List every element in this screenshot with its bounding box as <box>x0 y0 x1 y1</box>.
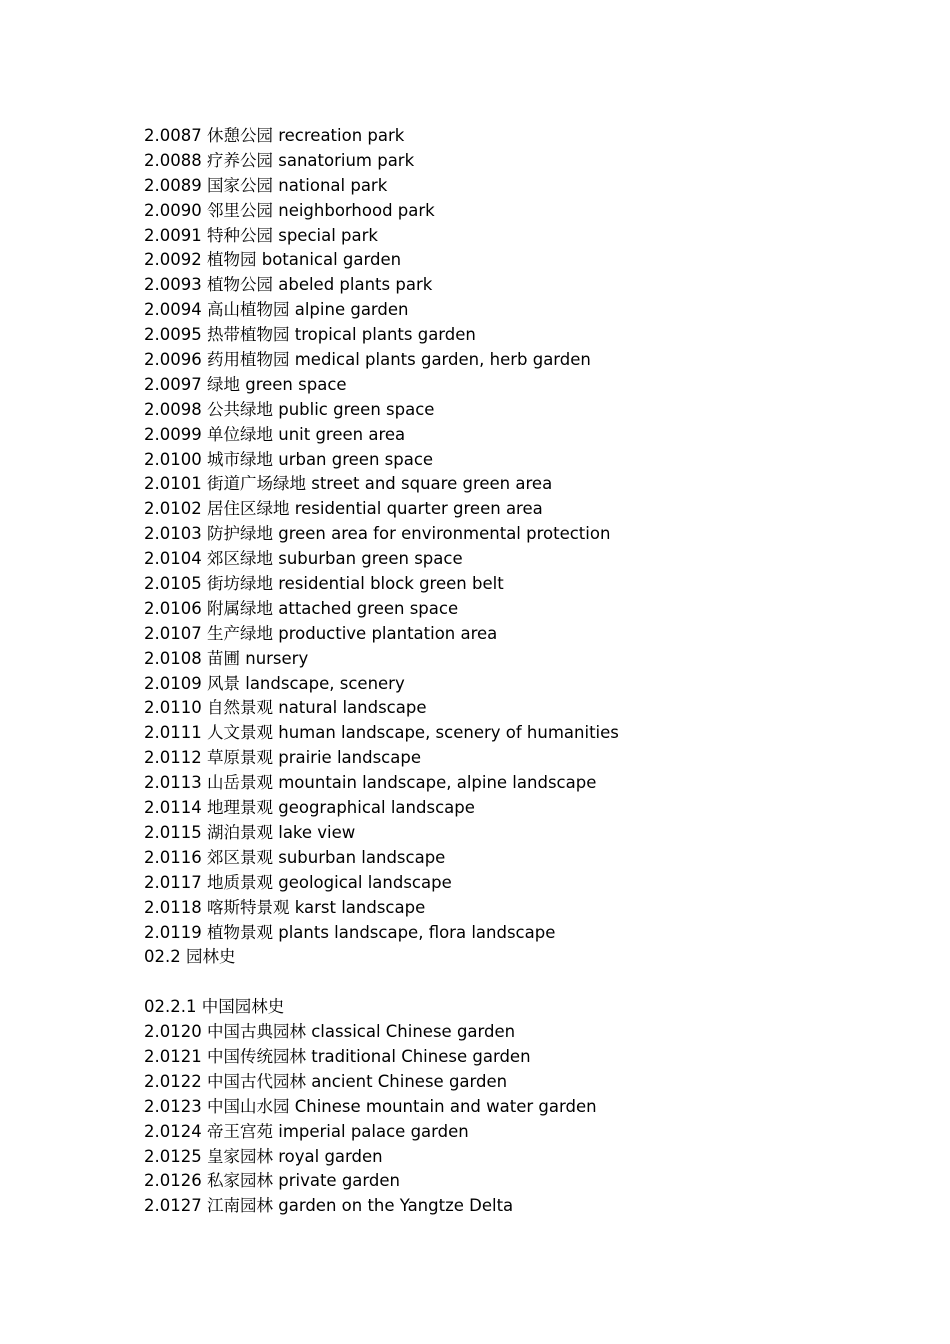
entry-chinese-term: 山岳景观 <box>206 773 273 793</box>
entry-number: 2.0125 <box>144 1146 202 1166</box>
entry-english-term: royal garden <box>278 1146 383 1166</box>
glossary-entry <box>144 696 904 721</box>
entry-english-term: botanical garden <box>261 250 402 270</box>
glossary-entry <box>144 149 904 174</box>
section-title: 园林史 <box>186 947 236 967</box>
entry-english-term: green space <box>245 374 347 394</box>
entry-number: 2.0124 <box>144 1121 202 1141</box>
entry-number: 2.0098 <box>144 399 202 419</box>
glossary-entry <box>144 124 904 149</box>
entry-english-term: recreation park <box>278 126 405 145</box>
entry-english-term: suburban green space <box>278 549 463 569</box>
section-number: 02.2 <box>144 947 181 967</box>
entry-number: 2.0126 <box>144 1171 202 1191</box>
glossary-entry <box>144 1070 904 1095</box>
glossary-entry <box>144 423 904 448</box>
entry-number: 2.0110 <box>144 698 202 718</box>
entry-english-term: productive plantation area <box>278 623 498 643</box>
entry-chinese-term: 湖泊景观 <box>206 822 273 842</box>
entry-chinese-term: 人文景观 <box>206 723 273 743</box>
glossary-entry <box>144 522 904 547</box>
entry-chinese-term: 喀斯特景观 <box>206 897 290 917</box>
entry-english-term: residential block green belt <box>278 574 504 594</box>
entry-chinese-term: 皇家园林 <box>206 1146 273 1166</box>
entry-number: 2.0091 <box>144 225 202 245</box>
glossary-entry <box>144 348 904 373</box>
subsection-title: 中国园林史 <box>201 997 285 1017</box>
entry-english-term: lake view <box>278 822 356 842</box>
entry-english-term: geographical landscape <box>278 798 475 818</box>
glossary-entry <box>144 174 904 199</box>
entry-chinese-term: 郊区绿地 <box>206 549 273 569</box>
entry-chinese-term: 植物景观 <box>206 922 273 942</box>
entry-number: 2.0095 <box>144 325 202 345</box>
entry-chinese-term: 地理景观 <box>206 798 273 818</box>
entry-chinese-term: 街坊绿地 <box>206 574 273 594</box>
entry-number: 2.0108 <box>144 648 202 668</box>
entry-chinese-term: 植物园 <box>206 250 257 270</box>
entry-chinese-term: 公共绿地 <box>206 399 273 419</box>
entry-english-term: neighborhood park <box>278 200 435 220</box>
entry-number: 2.0122 <box>144 1071 202 1091</box>
entry-chinese-term: 防护绿地 <box>206 524 273 544</box>
glossary-content <box>144 124 904 1219</box>
glossary-list-chinese-garden-history <box>144 1020 904 1219</box>
entry-chinese-term: 药用植物园 <box>206 350 290 370</box>
entry-english-term: abeled plants park <box>278 275 433 295</box>
subsection-heading <box>144 995 904 1020</box>
entry-english-term: public green space <box>278 399 435 419</box>
entry-english-term: sanatorium park <box>278 150 415 170</box>
entry-chinese-term: 草原景观 <box>206 748 273 768</box>
entry-number: 2.0089 <box>144 175 202 195</box>
entry-chinese-term: 高山植物园 <box>206 300 290 320</box>
entry-number: 2.0105 <box>144 574 202 594</box>
glossary-entry <box>144 896 904 921</box>
entry-number: 2.0119 <box>144 922 202 942</box>
entry-number: 2.0093 <box>144 275 202 295</box>
entry-english-term: unit green area <box>278 424 406 444</box>
entry-chinese-term: 中国古代园林 <box>206 1071 306 1091</box>
entry-chinese-term: 地质景观 <box>206 872 273 892</box>
entry-number: 2.0116 <box>144 847 202 867</box>
entry-number: 2.0103 <box>144 524 202 544</box>
entry-chinese-term: 疗养公园 <box>206 150 273 170</box>
entry-number: 2.0099 <box>144 424 202 444</box>
entry-english-term: urban green space <box>278 449 434 469</box>
entry-chinese-term: 江南园林 <box>206 1196 273 1216</box>
glossary-entry <box>144 721 904 746</box>
entry-number: 2.0117 <box>144 872 202 892</box>
glossary-entry <box>144 1095 904 1120</box>
glossary-entry <box>144 1169 904 1194</box>
entry-number: 2.0102 <box>144 499 202 519</box>
entry-chinese-term: 中国传统园林 <box>206 1046 306 1066</box>
entry-chinese-term: 国家公园 <box>206 175 273 195</box>
entry-english-term: special park <box>278 225 378 245</box>
entry-chinese-term: 风景 <box>206 673 240 693</box>
entry-number: 2.0106 <box>144 598 202 618</box>
entry-english-term: nursery <box>245 648 309 668</box>
entry-chinese-term: 单位绿地 <box>206 424 273 444</box>
glossary-entry <box>144 224 904 249</box>
entry-chinese-term: 中国山水园 <box>206 1096 290 1116</box>
glossary-entry <box>144 398 904 423</box>
entry-number: 2.0100 <box>144 449 202 469</box>
entry-chinese-term: 城市绿地 <box>206 449 273 469</box>
entry-number: 2.0121 <box>144 1046 202 1066</box>
glossary-entry <box>144 199 904 224</box>
entry-english-term: traditional Chinese garden <box>311 1046 531 1066</box>
glossary-entry <box>144 273 904 298</box>
entry-chinese-term: 绿地 <box>206 374 240 394</box>
entry-english-term: classical Chinese garden <box>311 1022 516 1042</box>
glossary-entry <box>144 1120 904 1145</box>
entry-english-term: national park <box>278 175 388 195</box>
glossary-list-parks-and-landscapes <box>144 124 904 945</box>
glossary-entry <box>144 547 904 572</box>
blank-line <box>144 970 904 995</box>
entry-english-term: natural landscape <box>278 698 427 718</box>
entry-english-term: medical plants garden, herb garden <box>294 350 591 370</box>
glossary-entry <box>144 921 904 946</box>
glossary-entry <box>144 1194 904 1219</box>
entry-number: 2.0096 <box>144 350 202 370</box>
entry-number: 2.0088 <box>144 150 202 170</box>
entry-english-term: Chinese mountain and water garden <box>294 1096 597 1116</box>
entry-english-term: plants landscape, flora landscape <box>278 922 556 942</box>
glossary-entry <box>144 323 904 348</box>
entry-number: 2.0115 <box>144 822 202 842</box>
entry-english-term: private garden <box>278 1171 400 1191</box>
entry-number: 2.0101 <box>144 474 202 494</box>
entry-english-term: alpine garden <box>294 300 409 320</box>
entry-number: 2.0087 <box>144 126 202 145</box>
glossary-entry <box>144 448 904 473</box>
entry-chinese-term: 中国古典园林 <box>206 1022 306 1042</box>
entry-english-term: residential quarter green area <box>294 499 543 519</box>
entry-number: 2.0127 <box>144 1196 202 1216</box>
entry-number: 2.0120 <box>144 1022 202 1042</box>
entry-number: 2.0118 <box>144 897 202 917</box>
entry-number: 2.0109 <box>144 673 202 693</box>
glossary-entry <box>144 472 904 497</box>
glossary-entry <box>144 821 904 846</box>
entry-english-term: karst landscape <box>294 897 426 917</box>
entry-number: 2.0113 <box>144 773 202 793</box>
entry-english-term: green area for environmental protection <box>278 524 611 544</box>
glossary-entry <box>144 871 904 896</box>
entry-number: 2.0094 <box>144 300 202 320</box>
entry-number: 2.0114 <box>144 798 202 818</box>
glossary-entry <box>144 846 904 871</box>
entry-number: 2.0097 <box>144 374 202 394</box>
entry-number: 2.0112 <box>144 748 202 768</box>
entry-chinese-term: 植物公园 <box>206 275 273 295</box>
glossary-entry <box>144 373 904 398</box>
glossary-entry <box>144 796 904 821</box>
entry-english-term: geological landscape <box>278 872 452 892</box>
entry-english-term: prairie landscape <box>278 748 421 768</box>
entry-number: 2.0104 <box>144 549 202 569</box>
glossary-entry <box>144 622 904 647</box>
entry-chinese-term: 自然景观 <box>206 698 273 718</box>
glossary-entry <box>144 298 904 323</box>
glossary-entry <box>144 672 904 697</box>
entry-chinese-term: 附属绿地 <box>206 598 273 618</box>
glossary-entry <box>144 1145 904 1170</box>
glossary-entry <box>144 497 904 522</box>
entry-chinese-term: 邻里公园 <box>206 200 273 220</box>
entry-english-term: attached green space <box>278 598 459 618</box>
glossary-entry <box>144 597 904 622</box>
entry-english-term: landscape, scenery <box>245 673 405 693</box>
entry-english-term: suburban landscape <box>278 847 446 867</box>
entry-chinese-term: 街道广场绿地 <box>206 474 306 494</box>
entry-chinese-term: 私家园林 <box>206 1171 273 1191</box>
subsection-number: 02.2.1 <box>144 997 197 1017</box>
glossary-entry <box>144 647 904 672</box>
section-heading <box>144 945 904 970</box>
entry-number: 2.0111 <box>144 723 202 743</box>
entry-english-term: human landscape, scenery of humanities <box>278 723 619 743</box>
entry-english-term: street and square green area <box>311 474 553 494</box>
glossary-entry <box>144 1045 904 1070</box>
entry-number: 2.0107 <box>144 623 202 643</box>
entry-english-term: mountain landscape, alpine landscape <box>278 773 597 793</box>
glossary-entry <box>144 771 904 796</box>
entry-chinese-term: 生产绿地 <box>206 623 273 643</box>
entry-english-term: imperial palace garden <box>278 1121 469 1141</box>
entry-english-term: tropical plants garden <box>294 325 476 345</box>
entry-chinese-term: 郊区景观 <box>206 847 273 867</box>
glossary-entry <box>144 1020 904 1045</box>
entry-chinese-term: 休憩公园 <box>206 126 273 145</box>
entry-english-term: ancient Chinese garden <box>311 1071 508 1091</box>
glossary-entry <box>144 746 904 771</box>
entry-english-term: garden on the Yangtze Delta <box>278 1196 514 1216</box>
entry-chinese-term: 特种公园 <box>206 225 273 245</box>
glossary-entry <box>144 248 904 273</box>
entry-chinese-term: 热带植物园 <box>206 325 290 345</box>
entry-number: 2.0123 <box>144 1096 202 1116</box>
entry-chinese-term: 苗圃 <box>206 648 240 668</box>
entry-chinese-term: 帝王宫苑 <box>206 1121 273 1141</box>
entry-number: 2.0090 <box>144 200 202 220</box>
entry-chinese-term: 居住区绿地 <box>206 499 290 519</box>
glossary-entry <box>144 572 904 597</box>
entry-number: 2.0092 <box>144 250 202 270</box>
